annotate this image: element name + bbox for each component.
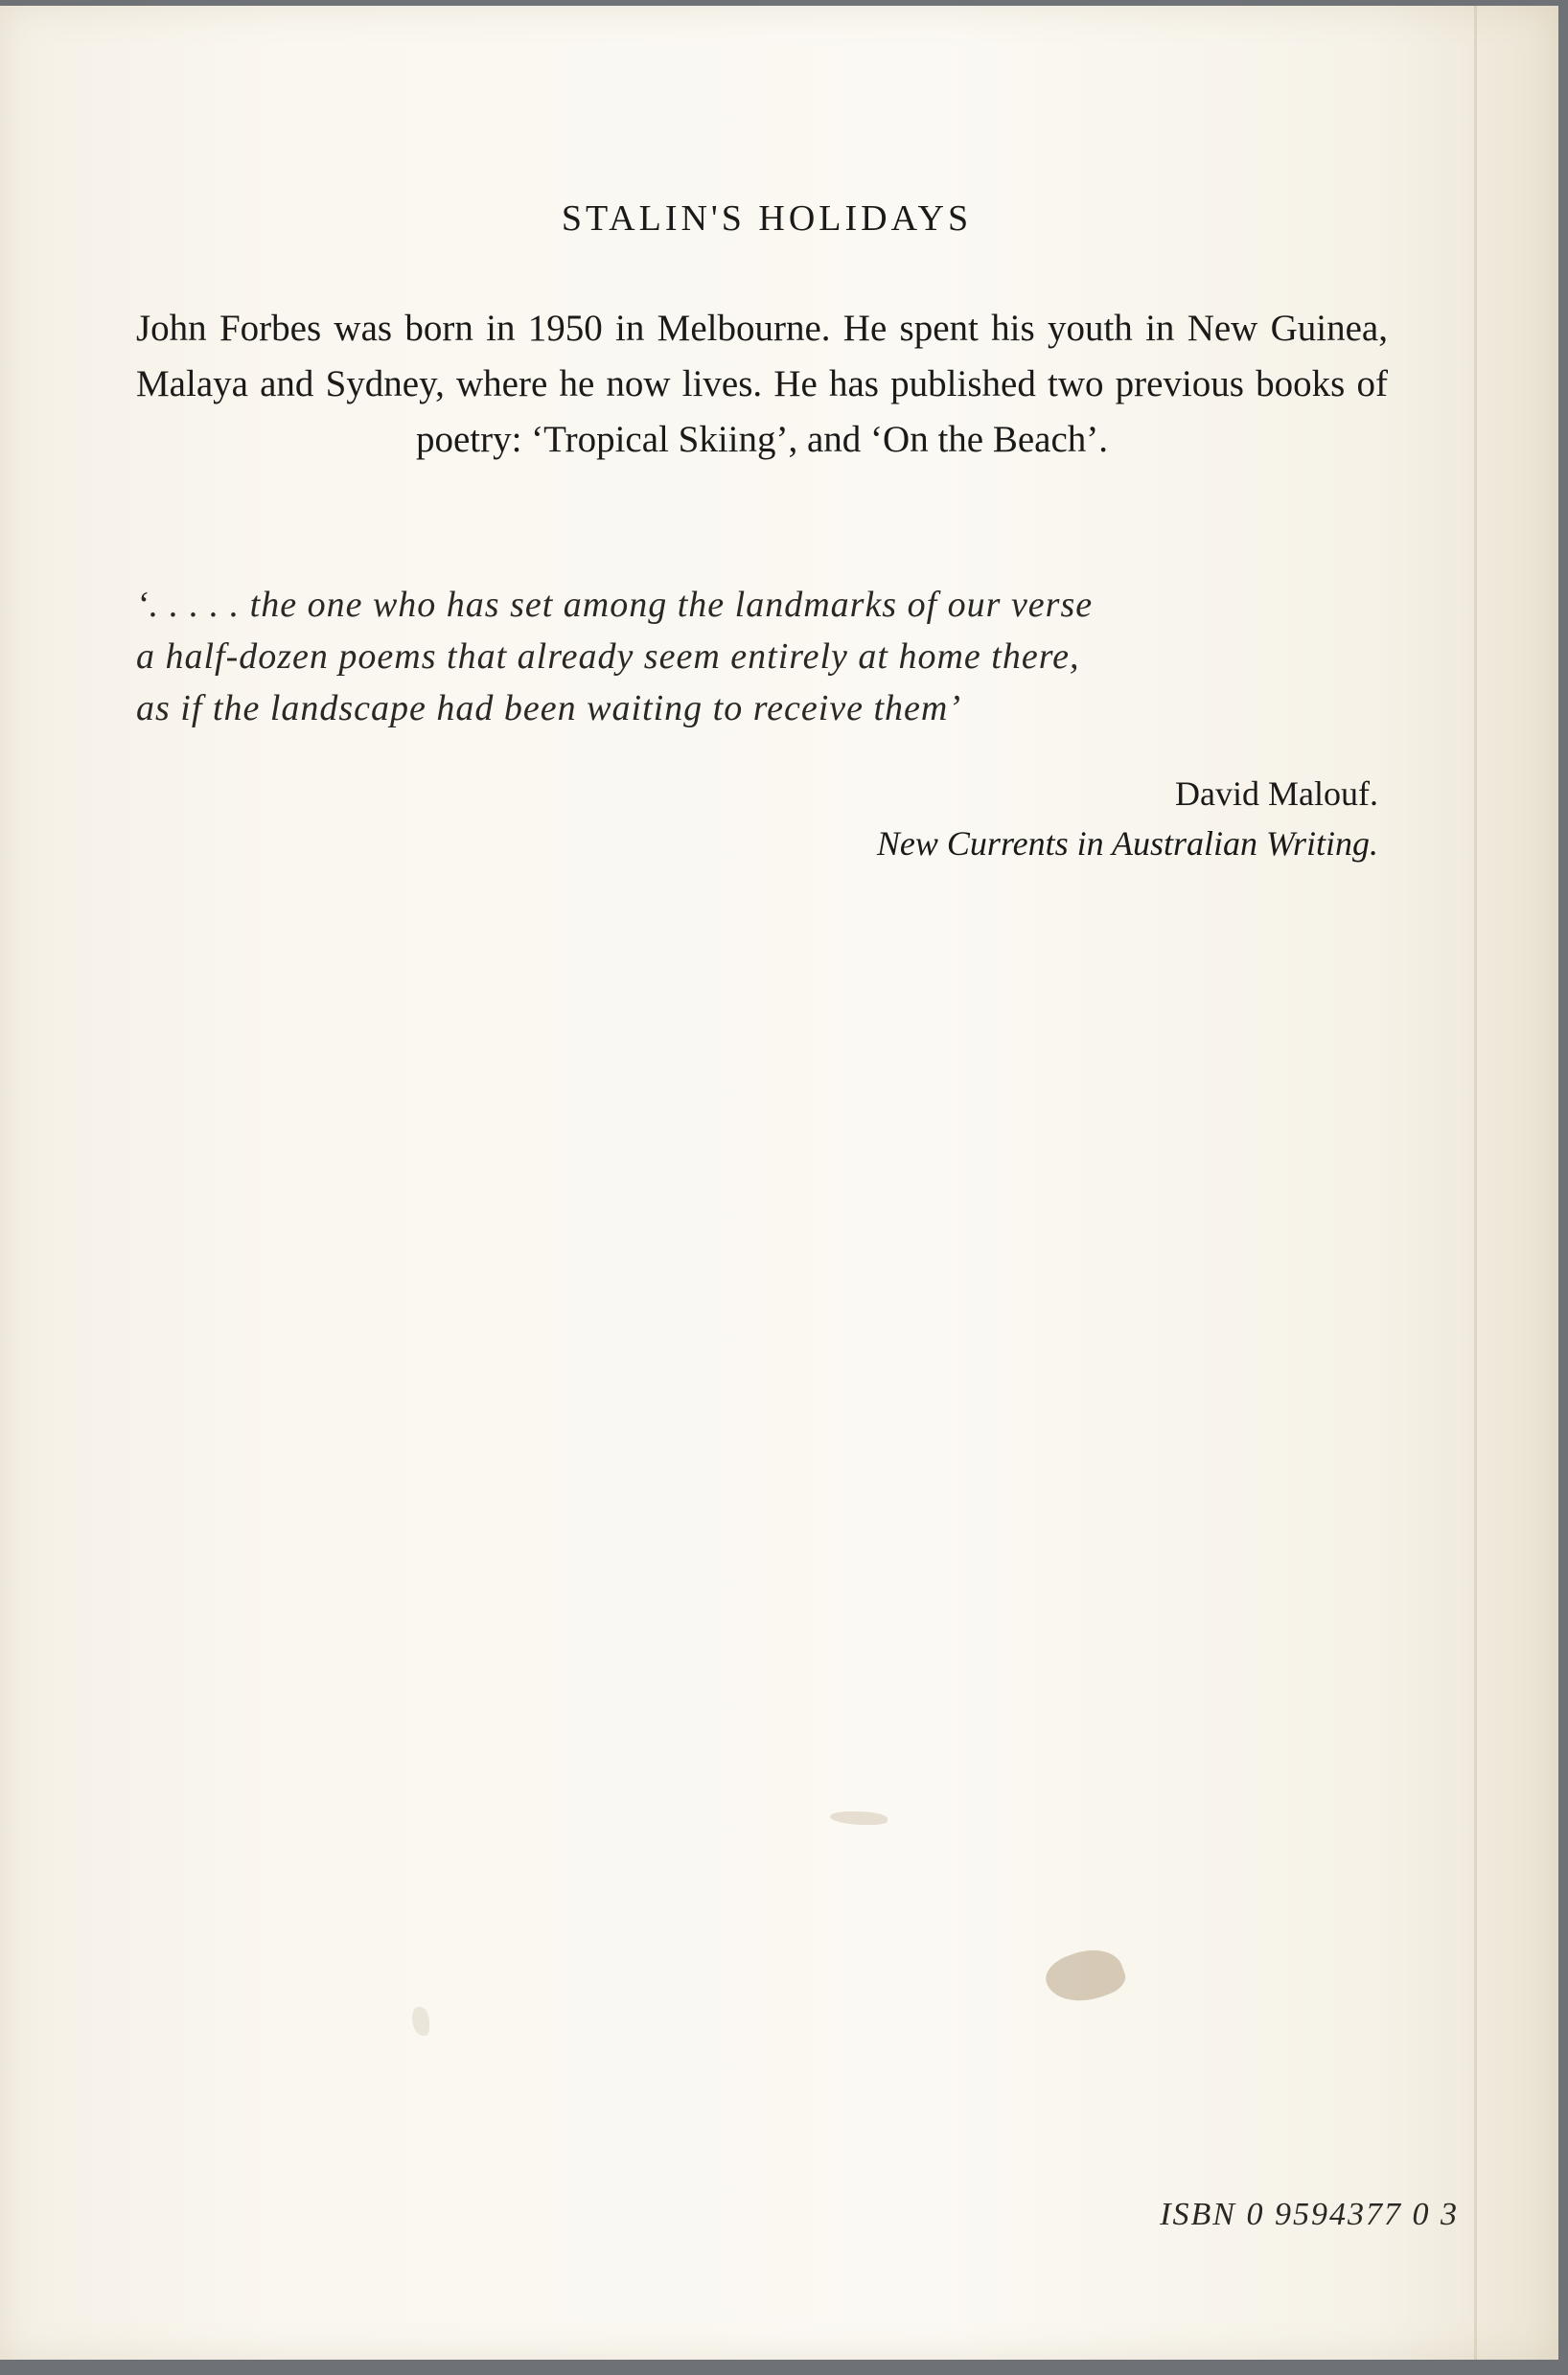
isbn: ISBN 0 9594377 0 3 bbox=[1160, 2197, 1459, 2232]
back-cover bbox=[0, 6, 1558, 2360]
paper-stain bbox=[830, 1811, 888, 1825]
attribution-source: New Currents in Australian Writing. bbox=[876, 824, 1378, 863]
blurb-quote bbox=[136, 579, 1382, 734]
attribution-author: David Malouf. bbox=[1175, 774, 1378, 813]
paper-stain bbox=[412, 2007, 429, 2036]
spine-fold bbox=[1474, 6, 1477, 2360]
quote-line: as if the landscape had been waiting to receive them’ bbox=[136, 688, 962, 728]
quote-attribution bbox=[877, 769, 1378, 868]
paper-stain bbox=[1041, 1940, 1130, 2013]
book-title: STALIN'S HOLIDAYS bbox=[561, 198, 973, 239]
quote-line: ‘. . . . . the one who has set among the landmarks of our verse bbox=[136, 585, 1094, 625]
author-bio: John Forbes was born in 1950 in Melbourne. He spent his youth in New Guinea, Malaya and Sydney, where he now lives. He has published two previous books of poetry: ‘Tropical Skiing’, and ‘On the Beach’. bbox=[136, 308, 1388, 460]
quote-line: a half-dozen poems that already seem entirely at home there, bbox=[136, 636, 1080, 677]
